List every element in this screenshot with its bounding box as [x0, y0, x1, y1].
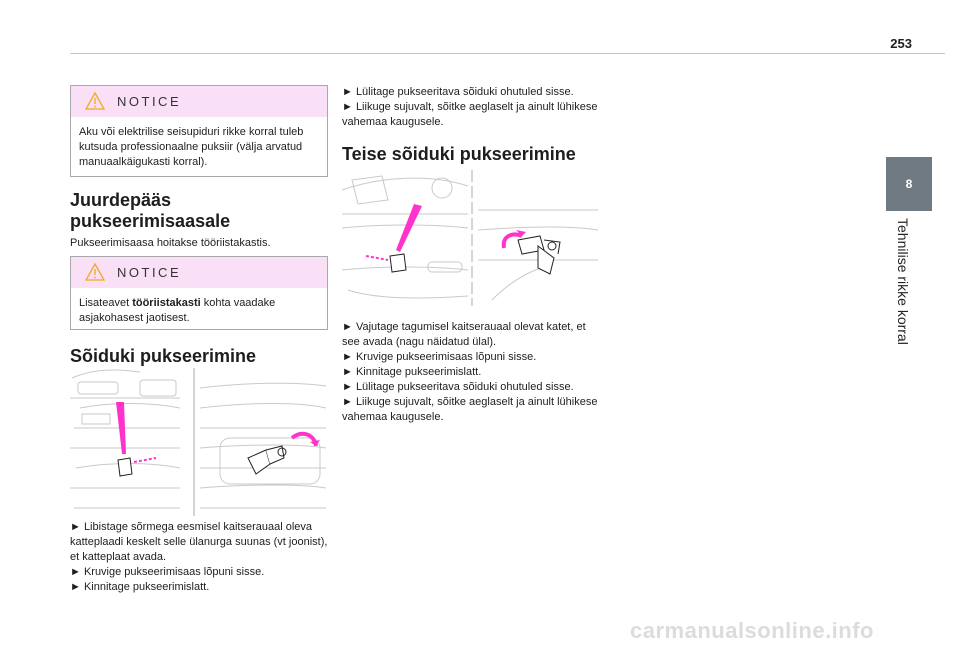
warning-triangle-icon	[85, 263, 105, 281]
chapter-title: Tehnilise rikke korral	[895, 218, 911, 345]
front-towing-illustration	[70, 368, 326, 516]
rear-towing-steps: ► Vajutage tagumisel kaitserauaal olevat katet, et see avada (nagu näidatud ülal). ► Kruvige pukseerimisaas lõpuni sisse. ► Kinnitage pukseerimislatt. ► Lülitage pukseeritava sõiduki ohutuled sisse. ► Liikuge sujuvalt, sõitke aeglaselt ja ainult lühikese vahemaa kaugusele.	[342, 321, 598, 423]
header-divider	[70, 53, 945, 54]
notice-text	[71, 288, 327, 334]
notice-text-end: kohta vaadake asjakohasest jaotisest.	[79, 297, 276, 324]
heading-towing-vehicle: Sõiduki pukseerimine	[70, 346, 257, 366]
hazard-steps: ► Lülitage pukseeritava sõiduki ohutuled sisse. ► Liikuge sujuvalt, sõitke aeglaselt ja ainult lühikese vahemaa kaugusele.	[342, 86, 598, 128]
notice-header	[71, 86, 327, 117]
intro-text: Pukseerimisaasa hoitakse tööriistakastis.	[70, 237, 271, 249]
notice-box-battery	[70, 85, 328, 177]
watermark: carmanualsonline.info	[630, 618, 874, 643]
notice-title: NOTICE	[117, 265, 182, 280]
warning-triangle-icon	[85, 92, 105, 110]
chapter-title-vertical	[897, 218, 911, 368]
rear-towing-illustration	[342, 170, 598, 306]
notice-text: Aku või elektrilise seisupiduri rikke korral tuleb kutsuda professionaalne puksiir (välja arvatud manuaalkäigukasti korral).	[79, 126, 304, 168]
heading-access-towing-eye: Juurdepääs pukseerimisaasale	[70, 190, 231, 231]
notice-header	[71, 257, 327, 288]
notice-text-start: Lisateavet	[79, 297, 133, 309]
chapter-number: 8	[905, 177, 913, 191]
page-number: 253	[890, 36, 912, 51]
front-towing-steps: ► Libistage sõrmega eesmisel kaitserauaal oleva katteplaadi keskelt selle ülanurga suunas (vt joonist), et katteplaat avada. ► Kruvige pukseerimisaas lõpuni sisse. ► Kinnitage pukseerimislatt.	[70, 521, 328, 593]
toolbox-link[interactable]: tööriistakasti	[132, 297, 201, 309]
heading-towing-another-vehicle: Teise sõiduki pukseerimine	[342, 144, 576, 164]
chapter-tab[interactable]	[886, 157, 932, 211]
notice-title: NOTICE	[117, 94, 182, 109]
notice-box-toolbox	[70, 256, 328, 330]
